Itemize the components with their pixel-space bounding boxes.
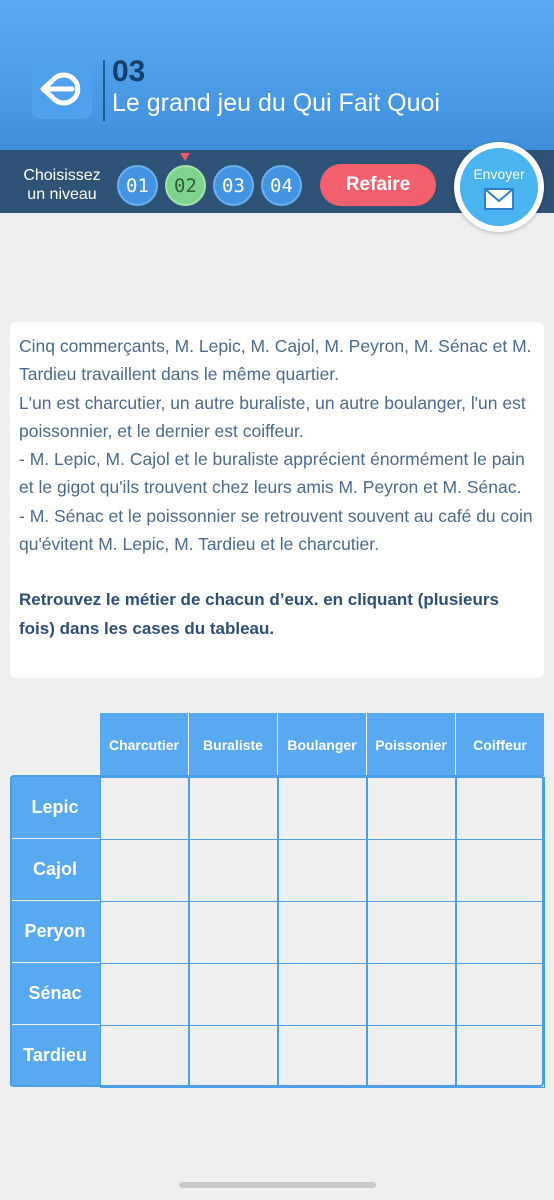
chapter-number: 03 xyxy=(112,55,146,88)
grid-cell[interactable] xyxy=(189,777,278,840)
grid-cell[interactable] xyxy=(278,901,367,964)
reset-button[interactable]: Refaire xyxy=(320,164,436,206)
header-divider xyxy=(103,60,105,121)
level-label-line2: un niveau xyxy=(27,186,97,203)
level-button-01[interactable]: 01 xyxy=(117,165,158,206)
grid-cell[interactable] xyxy=(367,963,456,1026)
home-indicator xyxy=(179,1182,376,1188)
level-label-line1: Choisissez xyxy=(23,167,101,184)
puzzle-description xyxy=(10,322,544,678)
send-button-inner xyxy=(460,148,538,226)
grid-cell[interactable] xyxy=(456,963,545,1026)
row-header-5: Tardieu xyxy=(10,1025,100,1086)
column-header-2: Buraliste xyxy=(189,713,277,776)
grid-cell[interactable] xyxy=(278,839,367,902)
grid-cell[interactable] xyxy=(456,839,545,902)
grid-cell[interactable] xyxy=(189,839,278,902)
grid-cell[interactable] xyxy=(189,1025,278,1088)
level-button-02[interactable]: 02 xyxy=(165,165,206,206)
column-header-3: Boulanger xyxy=(278,713,366,776)
grid-cell[interactable] xyxy=(189,901,278,964)
grid-cell[interactable] xyxy=(367,901,456,964)
grid-cell[interactable] xyxy=(456,777,545,840)
puzzle-paragraph-1: Cinq commerçants, M. Lepic, M. Cajol, M. Peyron, M. Sénac et M. Tardieu travaillent dans le même quartier. xyxy=(19,336,532,385)
row-header-2: Cajol xyxy=(10,839,100,900)
column-header-4: Poissonier xyxy=(367,713,455,776)
grid-cell[interactable] xyxy=(367,777,456,840)
send-label: Envoyer xyxy=(473,166,525,182)
level-label xyxy=(14,166,110,204)
grid-cell[interactable] xyxy=(100,901,189,964)
grid-cell[interactable] xyxy=(367,839,456,902)
grid-cell[interactable] xyxy=(100,777,189,840)
grid-cell[interactable] xyxy=(456,901,545,964)
grid-cell[interactable] xyxy=(189,963,278,1026)
page-title: Le grand jeu du Qui Fait Quoi xyxy=(112,89,440,117)
grid-cell[interactable] xyxy=(456,1025,545,1088)
row-header-1: Lepic xyxy=(10,777,100,838)
grid-cell[interactable] xyxy=(100,963,189,1026)
active-level-marker xyxy=(180,153,190,161)
level-button-03[interactable]: 03 xyxy=(213,165,254,206)
column-header-1: Charcutier xyxy=(100,713,188,776)
envelope-icon xyxy=(484,188,514,210)
grid-cell[interactable] xyxy=(278,777,367,840)
row-header-3: Peryon xyxy=(10,901,100,962)
exit-arrow-icon[interactable] xyxy=(32,59,92,119)
grid-cell[interactable] xyxy=(278,963,367,1026)
puzzle-paragraph-3: - M. Lepic, M. Cajol et le buraliste apprécient énormément le pain et le gigot qu'ils trouvent chez leurs amis M. Peyron et M. Sénac. xyxy=(19,449,525,498)
puzzle-paragraph-2: L'un est charcutier, un autre buraliste, un autre boulanger, l'un est poissonnier, et le dernier est coiffeur. xyxy=(19,392,526,441)
column-header-5: Coiffeur xyxy=(456,713,544,776)
grid-cell[interactable] xyxy=(100,1025,189,1088)
puzzle-instruction: Retrouvez le métier de chacun d’eux. en cliquant (plusieurs fois) dans les cases du tableau. xyxy=(19,590,499,638)
level-button-04[interactable]: 04 xyxy=(261,165,302,206)
row-header-4: Sénac xyxy=(10,963,100,1024)
grid-cell[interactable] xyxy=(100,839,189,902)
send-button[interactable] xyxy=(454,142,544,232)
grid-cell[interactable] xyxy=(278,1025,367,1088)
puzzle-paragraph-4: - M. Sénac et le poissonnier se retrouvent souvent au café du coin qu'évitent M. Lepic, M. Tardieu et le charcutier. xyxy=(19,505,533,555)
grid-cell[interactable] xyxy=(367,1025,456,1088)
